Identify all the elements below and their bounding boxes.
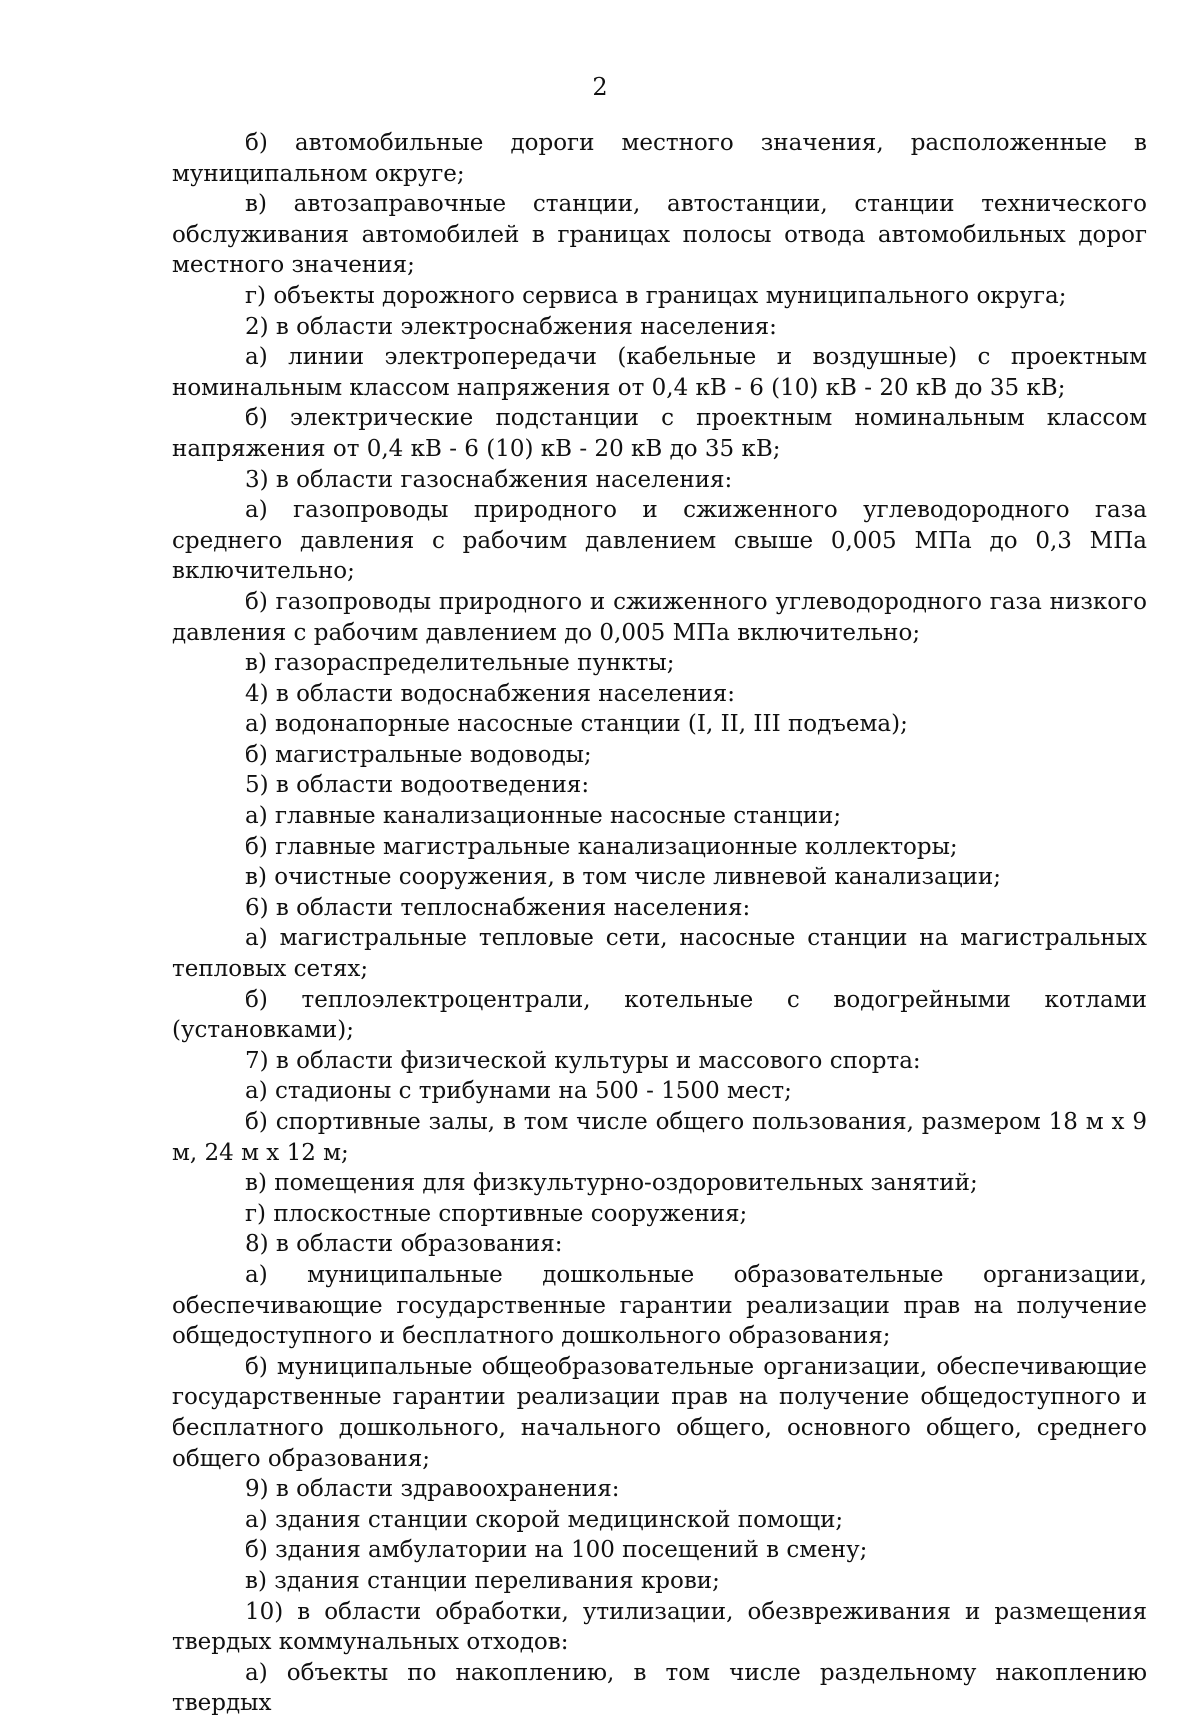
page-number: 2 <box>592 73 608 101</box>
paragraph: г) плоскостные спортивные сооружения; <box>245 1200 748 1227</box>
paragraph: в) очистные сооружения, в том числе ливневой канализации; <box>245 864 1001 891</box>
paragraph: а) магистральные тепловые сети, насосные станции на магистральных тепловых сетях; <box>172 925 1147 983</box>
paragraph: а) газопроводы природного и сжиженного углеводородного газа среднего давления с рабочим давлением свыше 0,005 МПа до 0,3 МПа включительно; <box>172 497 1147 585</box>
paragraph: б) муниципальные общеобразовательные организации, обеспечивающие государственные гарантии реализации прав на получение общедоступного и бесплатного дошкольного, начального общего, основного общего, среднего общего образования; <box>172 1353 1147 1472</box>
paragraph: а) здания станции скорой медицинской помощи; <box>245 1506 844 1533</box>
paragraph: б) газопроводы природного и сжиженного углеводородного газа низкого давления с рабочим давлением до 0,005 МПа включительно; <box>172 588 1147 646</box>
paragraph: б) здания амбулатории на 100 посещений в смену; <box>245 1537 868 1564</box>
paragraph: 9) в области здравоохранения: <box>245 1476 620 1503</box>
paragraph: 2) в области электроснабжения населения: <box>245 313 777 340</box>
paragraph: б) магистральные водоводы; <box>245 741 592 768</box>
paragraph: 5) в области водоотведения: <box>245 772 590 799</box>
paragraph: в) здания станции переливания крови; <box>245 1567 720 1594</box>
paragraph: 7) в области физической культуры и массового спорта: <box>245 1047 921 1074</box>
paragraph: а) стадионы с трибунами на 500 - 1500 мест; <box>245 1078 792 1105</box>
paragraph: б) автомобильные дороги местного значения, расположенные в муниципальном округе; <box>172 130 1147 187</box>
document-body <box>172 128 1147 1719</box>
paragraph: а) главные канализационные насосные станции; <box>245 803 842 830</box>
paragraph: б) главные магистральные канализационные коллекторы; <box>245 833 958 860</box>
paragraph: 6) в области теплоснабжения населения: <box>245 894 751 921</box>
paragraph: 10) в области обработки, утилизации, обезвреживания и размещения твердых коммунальных отходов: <box>172 1598 1147 1656</box>
paragraph: 8) в области образования: <box>245 1231 563 1258</box>
paragraph: в) газораспределительные пункты; <box>245 650 675 677</box>
paragraph: в) помещения для физкультурно-оздоровительных занятий; <box>245 1170 978 1197</box>
paragraph: 3) в области газоснабжения населения: <box>245 466 733 493</box>
paragraph: в) автозаправочные станции, автостанции, станции технического обслуживания автомобилей в границах полосы отвода автомобильных дорог местного значения; <box>172 191 1147 279</box>
paragraph: г) объекты дорожного сервиса в границах муниципального округа; <box>245 282 1067 309</box>
paragraph: а) муниципальные дошкольные образовательные организации, обеспечивающие государственные гарантии реализации прав на получение общедоступного и бесплатного дошкольного образования; <box>172 1261 1147 1350</box>
paragraph: б) спортивные залы, в том числе общего пользования, размером 18 м х 9 м, 24 м х 12 м; <box>172 1109 1147 1166</box>
paragraph: а) линии электропередачи (кабельные и воздушные) с проектным номинальным классом напряжения от 0,4 кВ - 6 (10) кВ - 20 кВ до 35 кВ; <box>172 344 1147 401</box>
paragraph: а) водонапорные насосные станции (I, II, III подъема); <box>245 711 908 738</box>
paragraph: б) электрические подстанции с проектным номинальным классом напряжения от 0,4 кВ - 6 (10) кВ - 20 кВ до 35 кВ; <box>172 405 1147 462</box>
paragraph: 4) в области водоснабжения населения: <box>245 680 735 707</box>
paragraph: б) теплоэлектроцентрали, котельные с водогрейными котлами (установками); <box>172 986 1147 1044</box>
paragraph: а) объекты по накоплению, в том числе раздельному накоплению твердых <box>172 1659 1147 1717</box>
